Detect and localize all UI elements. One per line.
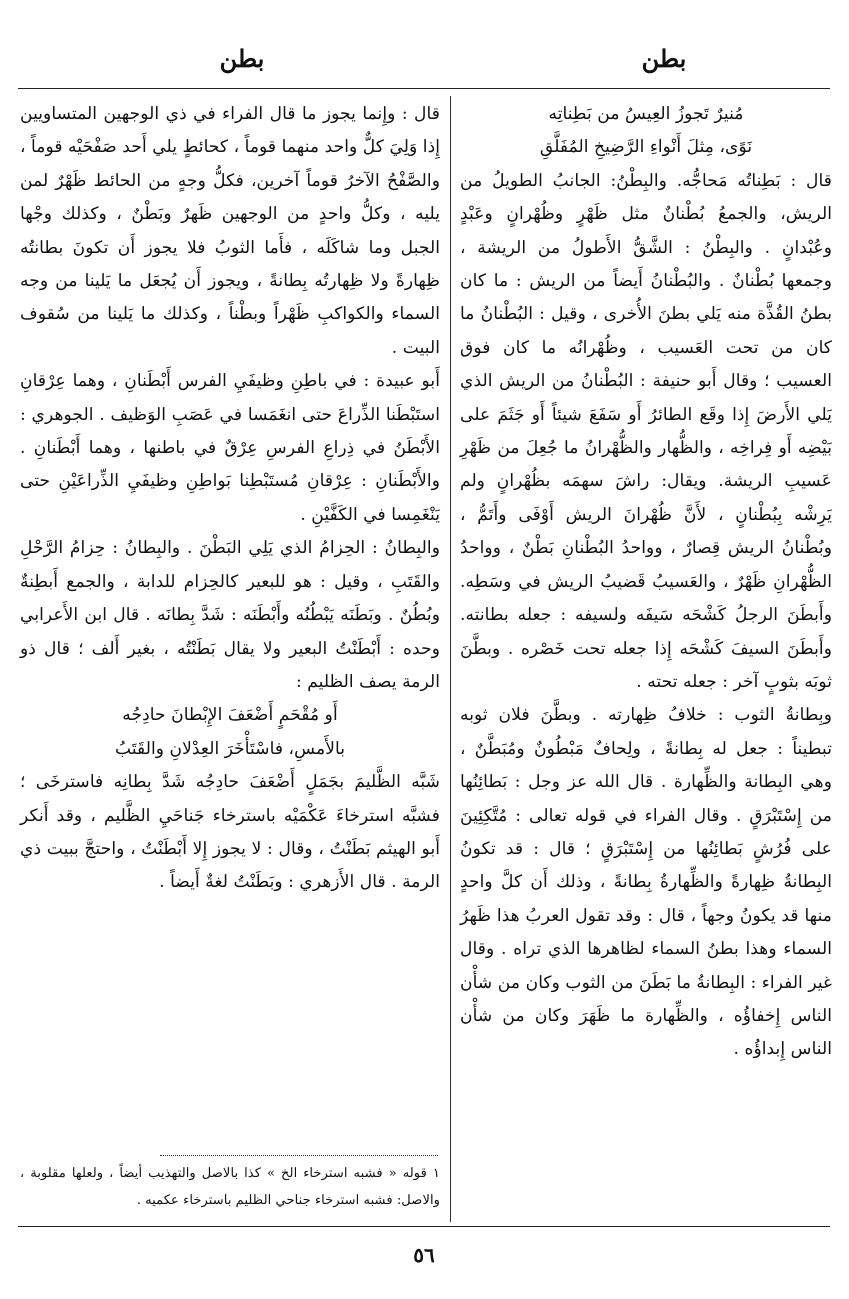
footer-rule — [18, 1226, 830, 1227]
running-header-right: بطن — [641, 44, 687, 73]
left-column — [20, 98, 440, 1223]
footnote-rule — [160, 1155, 438, 1156]
verse-line: أَو مُقْحَمٍ أَضْعَفَ الإِبْطانَ حادِجُه — [122, 705, 338, 726]
entry-paragraph: وبِطانةُ الثوب : خلافُ ظِهارته . وبطَّنَ فلان ثوبه تبطيناً : جعل له بِطانةً ، ولِحافٌ مَبْطُونٌ ومُبَطَّنٌ ، وهي البِطانة والظِّهارة . قال الله عز وجل : بَطائِنُها من إِسْتَبْرَقٍ . وقال الفراء في قوله تعالى : مُتَّكِئِينَ على فُرُشٍ بَطائِنُها من إِسْتَبْرَقٍ ؛ قال : قد تكونُ البِطانةُ ظِهارةً والظِّهارةُ بِطانةً ، وذلك أَن كلَّ واحدٍ منها قد يكونُ وجهاً ، قال : وقد تقول العربُ هذا ظَهرُ السماء وهذا بطنُ السماء لظاهرها الذي تراه . وقال غير الفراء : البِطانةُ ما بَطَنَ من الثوب وكان من شأْن الناس إِخفاؤُه ، والظِّهارة ما ظَهَرَ وكان من شأْن الناس إِبداؤُه . — [460, 705, 832, 1060]
verse-line: بالأَمسِ، فاسْتَأْخَرَ العِدْلانِ والقَتَبُ — [114, 738, 346, 759]
header-rule — [18, 88, 830, 89]
verse-line: مُنيرٌ تَجوزُ العِيسُ من بَطِناتِه — [548, 104, 744, 124]
running-header-left: بطن — [219, 44, 265, 73]
entry-paragraph: والبِطانُ : الحِزامُ الذي يَلِي البَطْنَ . والبِطانُ : حِزامُ الرَّحْلِ والقَتَبِ ، وقيل : هو للبعير كالحِزام للدابة ، والجمع أَبطِنةٌ وبُطُنٌ . وبَطَنَه يَبْطُنُه وأَبْطَنَه : شَدَّ بِطانَه . قال ابن الأَعرابي وحده : أَبْطَنْتُ البعير ولا يقال بَطَنْتُه ، بغير أَلف ؛ قال ذو الرمة يصف الظليم : — [20, 538, 440, 692]
entry-paragraph: قال : بَطِناتُه مَحاجُّه. والبِطْنُ: الجانبُ الطويلُ من الريش، والجمعُ بُطْنانٌ مثل ظَهْرٍ وظُهْرانٍ وعَبْدٍ وعُبْدانٍ . والبِطْنُ : الشَّقُّ الأَطولُ من الريشة ، وجمعها بُطْنانٌ . والبُطْنانُ أَيضاً من الريش : ما كان بطنُ القُذَّة منه يَلي بطنَ الأُخرى ، وقيل : البُطْنانُ ما كان من تحت العَسيب ، وظُهْرانُه ما كان فوق العسيب ؛ وقال أَبو حنيفة : البُطْنانُ من الريش الذي يَلي الأَرضَ إِذا وقَع الطائرُ أَو سَفَعَ شيئاً أَو جَثَمَ على بَيْضِه أَو فِراخِه ، والظُّهار والظُّهْرانُ ما جُعِلَ من ظَهْرِ عَسيبِ الريشة. ويقال: راشَ سهمَه بظُهْرانٍ ولم يَرِشْه بِبُطْنانٍ ، لأَنَّ ظُهْرانَ الريش أَوْفَى وأَتَمُّ ، وبُطْنانُ الريش قِصارٌ ، وواحدُ البُطْنانِ بَطْنٌ ، وواحدُ الظُّهْرانِ ظَهْرٌ ، والعَسيبُ قَضيبُ الريش في وسَطِه. وأَبطَنَ الرجلُ كَشْحَه سَيفَه ولسيفه : جعله بطانته. وأَبطَنَ السيفَ كَشْحَه إِذا جعله تحت خَصْره . وبطَّنَ ثوبَه بثوبٍ آخر : جعله تحته . — [460, 170, 832, 692]
page-number: ٥٦ — [413, 1243, 435, 1267]
column-divider — [450, 96, 451, 1222]
entry-paragraph: شَبَّه الظَّليمَ بجَمَلٍ أَضْعَفَ حادِجُه شَدَّ بِطانِه فاسترخَى ؛ فشبَّه استرخاءَ عَكْمَيْه باسترخاء جَناحَيِ الظَّليم ، وقد أَنكر أَبو الهيثم بَطَنْتُ ، وقال : لا يجوز إِلا أَبْطَنْتُ ، واحتجَّ ببيت ذي الرمة . قال الأَزهري : وبَطَنْتُ لغةٌ أَيضاً . — [20, 772, 440, 893]
verse-line: نَوًى، مِثلَ أَنْواءِ الرَّضِيخِ المُفَلَّقِ — [539, 137, 753, 158]
footnote: ١ قوله « فشبه استرخاء الخ » كذا بالاصل والتهذيب أيضاً ، ولعلها مقلوبة ، والاصل: فشبه استرخاء جناحي الظليم باسترخاء عكميه . — [20, 1166, 440, 1208]
entry-paragraph: قال : وإِنما يجوز ما قال الفراء في ذي الوجهين المتساويين إِذا وَلِيَ كلٌّ واحد منهما قوماً ، كحائطٍ يلي أَحد صَفْحَيْه قوماً ، والصَّفْحُ الآخرُ قوماً آخرين، فكلُّ وجهٍ من الحائط ظَهْرٌ لمن يليه ، وكلُّ واحدٍ من الوجهين ظَهرٌ وبَطْنٌ ، وكذلك وجْها الجبل وما شاكَلَه ، فأَما الثوبُ فلا يجوز أَن تكونَ بطانتُه ظِهارةً ولا ظِهارتُه بِطانةً ، ويجوز أَن يُجعَل ما يَلينا من وجه السماء والكواكبِ ظَهْراً وبطْناً ، وكذلك ما يَلينا من سُقوف البيت . — [20, 104, 440, 358]
right-column — [460, 98, 832, 1223]
entry-paragraph: أَبو عبيدة : في باطِنِ وظيفَيِ الفرس أَبْطَنانِ ، وهما عِرْقانِ استَبْطَنا الذِّراعَ حتى انغَمَسا في عَصَبِ الوَظيف . الجوهري : الأَبْطَنُ في ذِراعِ الفرسِ عِرْقٌ في باطنها ، وهما أَبْطَنانِ . والأَبْطَنانِ : عِرْقانِ مُستَبْطِنا بَواطِنِ وظيفَيِ الذِّراعَيْنِ حتى يَنْغَمِسا في الكَفَّيْنِ . — [20, 371, 440, 525]
